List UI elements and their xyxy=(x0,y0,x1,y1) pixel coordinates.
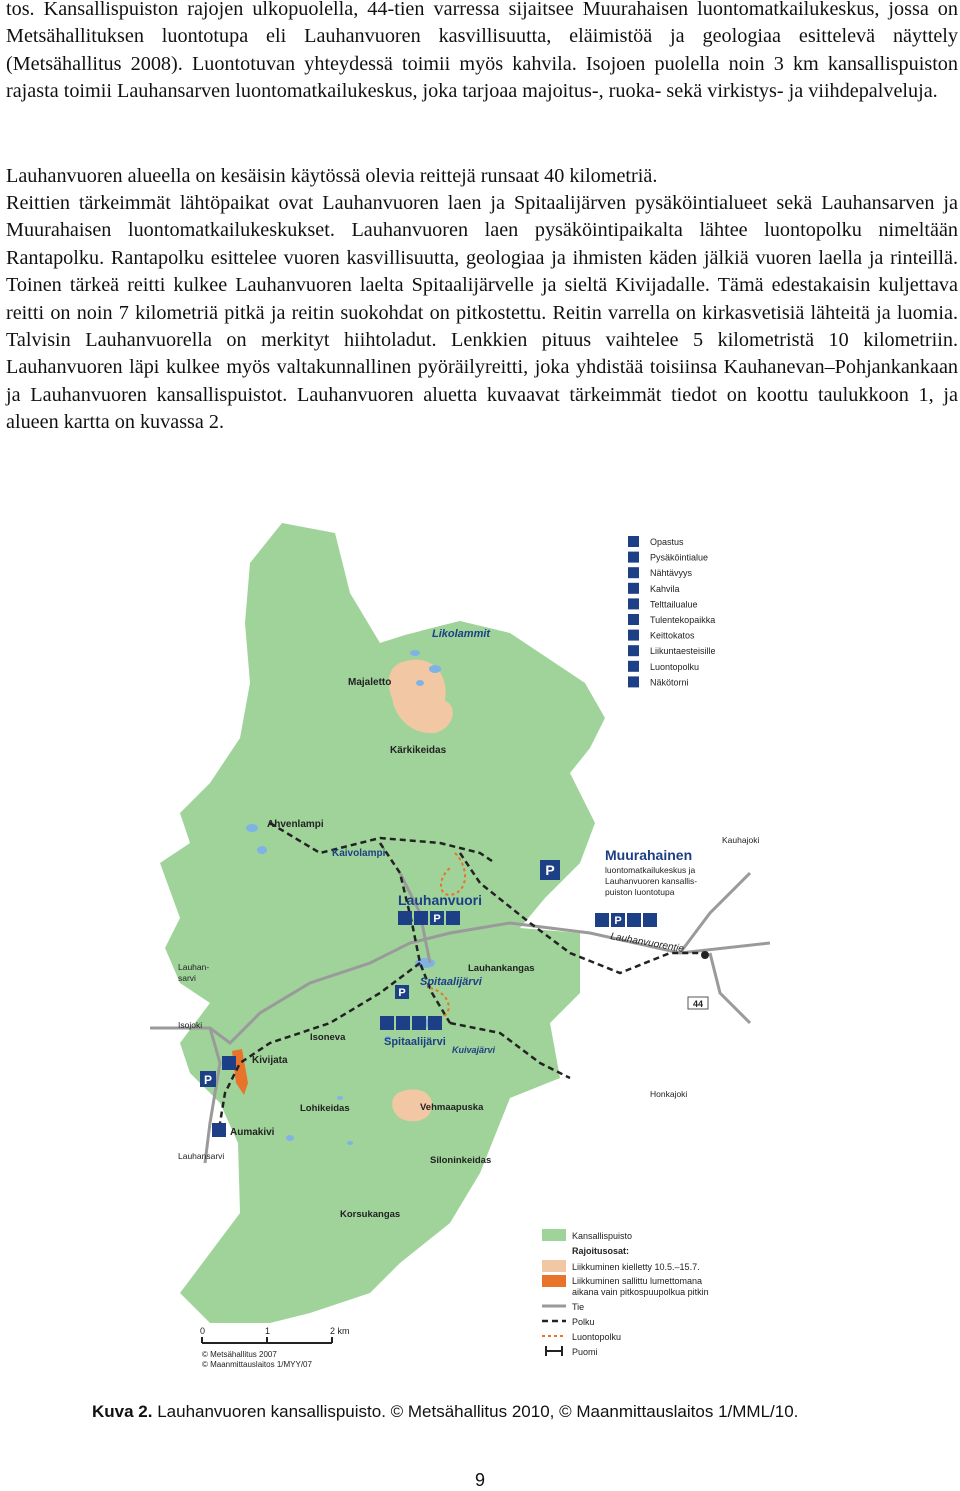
label-kauhajoki: Kauhajoki xyxy=(722,835,760,845)
figure-caption-text: Lauhanvuoren kansallispuisto. © Metsähallitus 2010, © Maanmittauslaitos 1/MML/10. xyxy=(152,1402,799,1421)
label-kivijata: Kivijata xyxy=(252,1055,288,1066)
legend-rajoitusosat: Rajoitusosat: xyxy=(572,1246,630,1256)
legend-puomi: Puomi xyxy=(572,1347,598,1357)
legend-kielletty: Liikkuminen kielletty 10.5.–15.7. xyxy=(572,1262,700,1272)
label-spitaalijarvi-top: Spitaalijärvi xyxy=(420,976,482,988)
label-lauhansarvi-a: Lauhan- xyxy=(178,962,212,972)
legend-luontopolku: Luontopolku xyxy=(572,1332,622,1342)
label-isojoki: Isojoki xyxy=(178,1020,203,1030)
legend-icon-9 xyxy=(628,676,639,687)
legend-item-8: Luontopolku xyxy=(650,661,700,672)
label-lauhanvuori: Lauhanvuori xyxy=(398,892,483,908)
legend-item-7: Liikuntaesteisille xyxy=(650,646,716,657)
legend-bottom xyxy=(542,1229,709,1357)
legend-item-6: Keittokatos xyxy=(650,630,695,641)
label-karkikeidas: Kärkikeidas xyxy=(390,745,447,756)
legend-icon-3 xyxy=(628,583,639,594)
svg-text:P: P xyxy=(545,862,555,878)
legend-item-1: Pysäköintialue xyxy=(650,552,709,563)
svg-text:P: P xyxy=(398,987,406,999)
label-majaletto: Majaletto xyxy=(348,677,392,688)
legend-item-2: Nähtävyys xyxy=(650,568,693,579)
label-korsukangas: Korsukangas xyxy=(340,1209,401,1220)
page-number: 9 xyxy=(474,1470,485,1490)
park-map-svg xyxy=(150,523,770,1383)
scale-1: 1 xyxy=(265,1326,271,1336)
label-vehmaapuska: Vehmaapuska xyxy=(420,1102,484,1113)
paragraph-visitor-services: tos. Kansallispuiston rajojen ulkopuolella, 44-tien varressa sijaitsee Muurahaisen luontomatkailukeskus, jossa on Metsähallituksen luontotupa eli Lauhanvuoren kasvillisuutta, eläimistöä ja geologiaa esittelevä näyttely (Metsähallitus 2008). Luontotuvan yhteydessä toimii myös kahvila. Isojoen puolella noin 3 km kansallispuiston rajasta toimii Lauhansarven luontomatkailukeskus, joka tarjoaa majoitus-, ruoka- sekä virkistys- ja viihdepalveluja. xyxy=(6,0,958,103)
label-honkajoki: Honkajoki xyxy=(650,1089,688,1099)
park-map xyxy=(150,523,770,1383)
label-lauhansarvi-b: sarvi xyxy=(178,973,196,983)
legend-icon-1 xyxy=(628,552,639,563)
svg-text:P: P xyxy=(614,915,622,927)
label-muurahainen-sub3: puiston luontotupa xyxy=(605,887,675,897)
figure-caption-label: Kuva 2. xyxy=(92,1402,153,1421)
label-siloninkeidas: Siloninkeidas xyxy=(430,1155,492,1166)
label-spitaalijarvi: Spitaalijärvi xyxy=(384,1036,446,1048)
scale-2: 2 km xyxy=(330,1326,350,1336)
map-copyright-1: © Metsähallitus 2007 xyxy=(202,1350,277,1359)
label-muurahainen: Muurahainen xyxy=(605,847,693,863)
map-copyright-2: © Maanmittauslaitos 1/MYY/07 xyxy=(202,1360,312,1369)
scale-0: 0 xyxy=(200,1326,206,1336)
label-muurahainen-sub2: Lauhanvuoren kansallis- xyxy=(605,876,698,886)
svg-text:P: P xyxy=(203,1073,213,1087)
park-area xyxy=(160,523,605,1323)
legend-icon-7 xyxy=(628,645,639,656)
svg-text:P: P xyxy=(433,913,441,925)
label-isoneva: Isoneva xyxy=(310,1032,346,1043)
legend-kansallispuisto: Kansallispuisto xyxy=(572,1231,633,1241)
legend-icon-4 xyxy=(628,598,639,609)
label-lauhanvuorentie: Lauhanvuorentie xyxy=(609,931,685,955)
label-kuivajarvi: Kuivajärvi xyxy=(452,1045,496,1055)
legend-item-3: Kahvila xyxy=(650,583,680,594)
legend-top xyxy=(628,536,716,687)
legend-polku: Polku xyxy=(572,1317,595,1327)
legend-item-9: Näkötorni xyxy=(650,677,689,688)
legend-item-4: Telttailualue xyxy=(650,599,698,610)
label-muurahainen-sub1: luontomatkailukeskus ja xyxy=(605,865,696,875)
label-road-44: 44 xyxy=(692,999,704,1009)
label-lauhansarvi-bottom: Lauhansarvi xyxy=(178,1151,225,1161)
legend-sallittu-1: Liikkuminen sallittu lumettomana xyxy=(572,1276,703,1286)
scale-bar xyxy=(200,1326,350,1369)
paragraph-routes-intro: Lauhanvuoren alueella on kesäisin käytössä olevia reittejä runsaat 40 kilometriä. xyxy=(6,165,658,187)
legend-sallittu-2: aikana vain pitkospuupolkua pitkin xyxy=(572,1287,709,1297)
label-lohikeidas: Lohikeidas xyxy=(300,1103,350,1114)
label-lauhankangas: Lauhankangas xyxy=(468,963,535,974)
paragraph-routes: Reittien tärkeimmät lähtöpaikat ovat Lauhanvuoren laen ja Spitaalijärven pysäköintialueet sekä Lauhansarven ja Muurahaisen luontomatkailukeskukset. Lauhanvuoren laen pysäköintipaikalta lähtee luontopolku nimeltään Rantapolku. Rantapolku esittelee vuoren kasvillisuutta, geologiaa ja ihmisten käden jälkiä vuoren laella ja rinteillä. Toinen tärkeä reitti kulkee Lauhanvuoren laelta Spitaalijärvelle ja sieltä Kivijadalle. Tämä edestakaisin kuljettava reitti on noin 7 kilometriä pitkä ja reitin suokohdat on pitkostettu. Reitin varrella on kirkasvetisiä lähteitä ja luomia. Talvisin Lauhanvuorella on merkityt hiihtoladut. Lenkkien pituus vaihtelee 5 kilometristä 10 kilometriin. Lauhanvuoren läpi kulkee myös valtakunnallinen pyöräilyreitti, joka yhdistää toisiinsa Kauhanevan–Pohjankankaan ja Lauhanvuoren kansallispuistot. Lauhanvuoren aluetta kuvaavat tärkeimmät tiedot on koottu taulukkoon 1, ja alueen kartta on kuvassa 2. xyxy=(6,192,958,434)
label-aumakivi: Aumakivi xyxy=(230,1127,275,1138)
legend-icon-2 xyxy=(628,567,639,578)
legend-icon-6 xyxy=(628,630,639,641)
legend-icon-8 xyxy=(628,661,639,672)
label-kaivolampi: Kaivolampi xyxy=(332,848,386,859)
legend-icon-5 xyxy=(628,614,639,625)
legend-item-0: Opastus xyxy=(650,537,684,547)
label-likolammit: Likolammit xyxy=(432,628,491,640)
legend-icon-0 xyxy=(628,536,639,547)
figure-caption xyxy=(92,1402,892,1422)
legend-tie: Tie xyxy=(572,1302,585,1312)
legend-item-5: Tulentekopaikka xyxy=(650,615,716,625)
label-ahvenlampi: Ahvenlampi xyxy=(267,819,324,830)
